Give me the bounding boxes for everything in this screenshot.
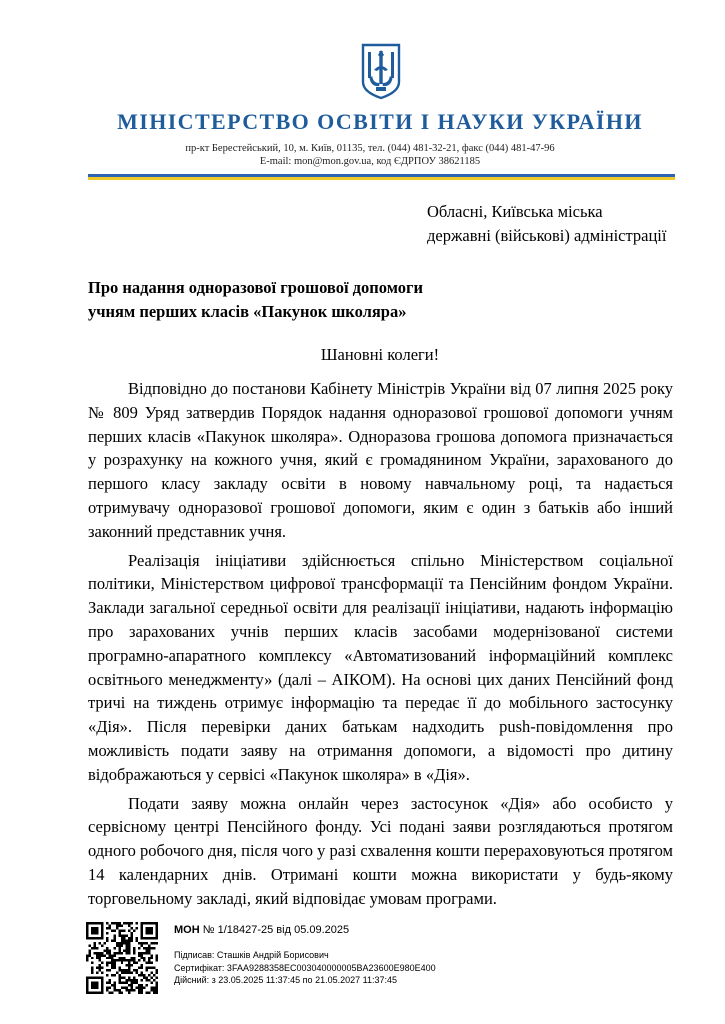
qr-code-icon bbox=[86, 922, 158, 994]
header-stripe-yellow bbox=[88, 177, 675, 180]
certificate: Сертифікат: 3FAA9288358EC003040000005BA23600E980E400 bbox=[174, 962, 436, 973]
doc-number: № 1/18427-25 від 05.09.2025 bbox=[202, 924, 350, 936]
trident-coat-of-arms-icon bbox=[360, 42, 402, 100]
ministry-contacts: E-mail: mon@mon.gov.ua, код ЄДРПОУ 38621185 bbox=[259, 156, 481, 167]
subject-line: Про надання одноразової грошової допомоги bbox=[88, 278, 423, 297]
org-abbrev: МОН bbox=[174, 924, 200, 936]
validity: Дійсний: з 23.05.2025 11:37:45 по 21.05.2027 11:37:45 bbox=[174, 975, 397, 985]
subject-line: учням перших класів «Пакунок школяра» bbox=[88, 302, 407, 321]
letter-subject bbox=[88, 276, 423, 324]
body-paragraph: Подати заяву можна онлайн через застосунок «Дія» або особисто у сервісному центрі Пенсійного фонду. Усі подані заяви розглядаються протягом одного робочого дня, після чого у разі схвалення кошти перераховуються протягом 14 календарних днів. Отримані кошти можна використати у будь-якому торговельному закладі, який відповідає умовам програми. bbox=[88, 793, 673, 908]
recipient-block bbox=[427, 200, 666, 248]
registration-number bbox=[174, 924, 349, 936]
letter-body bbox=[88, 377, 673, 916]
ministry-address: пр-кт Берестейський, 10, м. Київ, 01135, тел. (044) 481-32-21, факс (044) 481-47-96 bbox=[185, 143, 555, 154]
body-paragraph: Відповідно до постанови Кабінету Міністрів України від 07 липня 2025 року № 809 Уряд затвердив Порядок надання одноразової грошової допомоги учням перших класів «Пакунок школяра». Одноразова грошова допомога призначається у розрахунку на кожного учня, який є громадянином України, зарахованого до першого класу закладу освіти в новому навчальному році, та надається отримувачу одноразової грошової допомоги, яким є один з батьків або інший законний представник учня. bbox=[88, 379, 673, 541]
recipient-line: державні (військові) адміністрації bbox=[427, 226, 667, 245]
recipient-line: Обласні, Київська міська bbox=[427, 202, 603, 221]
greeting: Шановні колеги! bbox=[320, 345, 440, 364]
body-paragraph: Реалізація ініціативи здійснюється спільно Міністерством соціальної політики, Міністерством цифрової трансформації та Пенсійним фондом України. Заклади загальної середньої освіти для реалізації ініціативи, надають інформацію про зарахованих учнів перших класів засобами модернізованої системи програмно-апаратного комплексу «Автоматизований інформаційний комплекс освітнього менеджменту» (далі – АІКОМ). На основі цих даних Пенсійний фонд тричі на тиждень отримує інформацію та передає її до мобільного застосунку «Дія». Після перевірки даних батькам надходить push-повідомлення про можливість подати заяву на отримання допомоги, а відомості про дитину відображаються у сервісі «Пакунок школяра» в «Дія». bbox=[88, 550, 673, 784]
signer: Підписав: Сташків Андрій Борисович bbox=[174, 950, 329, 960]
signature-details bbox=[174, 949, 436, 987]
ministry-name: МІНІСТЕРСТВО ОСВІТИ І НАУКИ УКРАЇНИ bbox=[117, 109, 643, 134]
